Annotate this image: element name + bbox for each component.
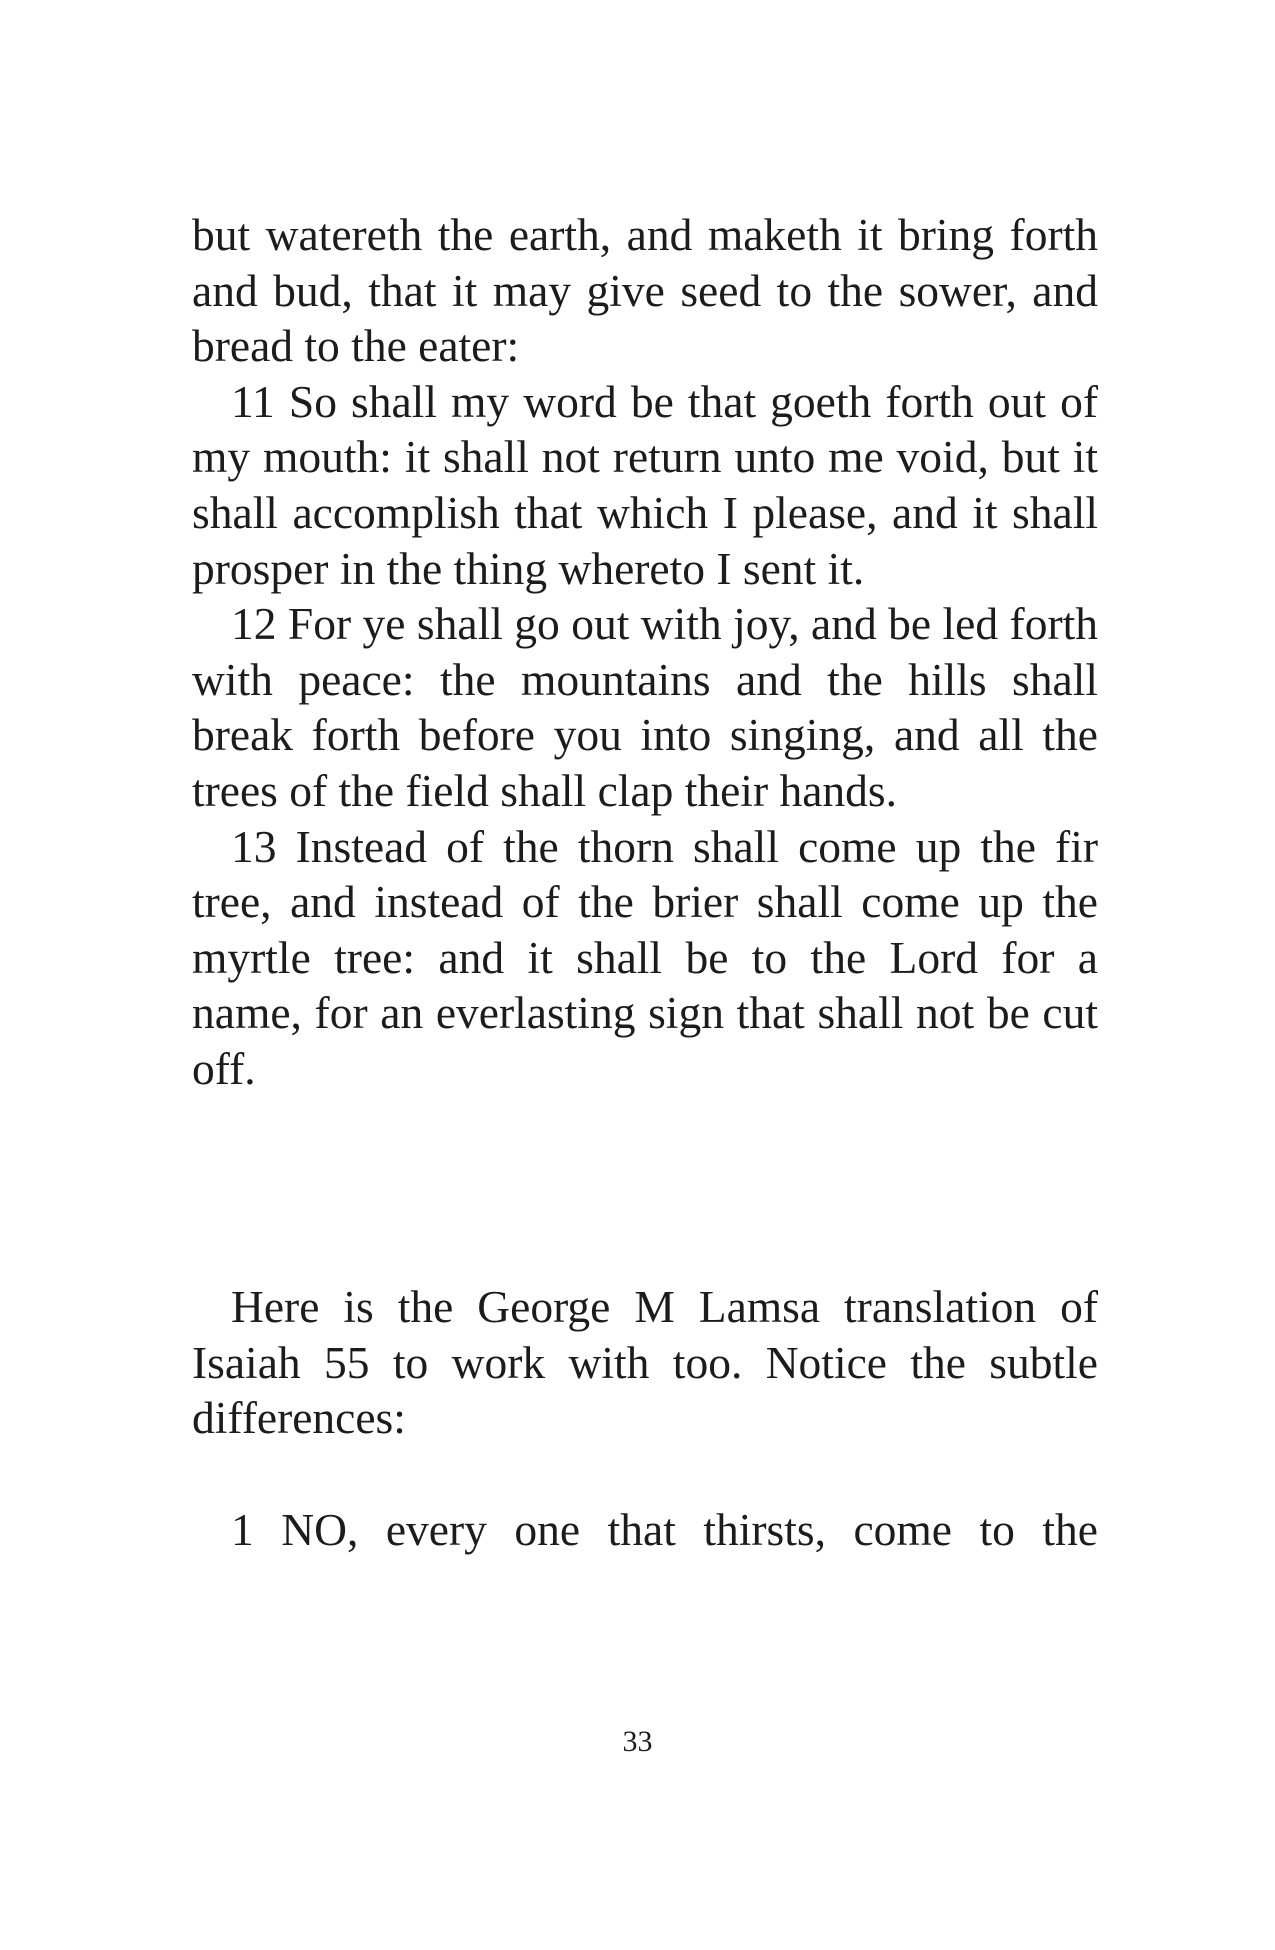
lamsa-intro-text: Here is the George M Lamsa translation of Isaiah 55 to work with too. Notice the subtle differences: [192, 1281, 1098, 1444]
verse-continuation: but watereth the earth, and maketh it bring forth and bud, that it may give seed to the sower, and bread to the eater: [192, 209, 1098, 372]
verse-12: 12 For ye shall go out with joy, and be led forth with peace: the mountains and the hills shall break forth before you into singing, and all the trees of the field shall clap their hands. [192, 598, 1098, 816]
verse-11: 11 So shall my word be that goeth forth out of my mouth: it shall not return unto me void, but it shall accomplish that which I please, and it shall prosper in the thing whereto I sent it. [192, 375, 1098, 594]
scripture-passage [192, 207, 1098, 1097]
page-number: 33 [622, 1725, 653, 1758]
lamsa-intro-paragraph [192, 1279, 1098, 1446]
lamsa-verse-1: 1 NO, every one that thirsts, come to the [231, 1504, 1098, 1555]
lamsa-verse-block [192, 1502, 1098, 1558]
verse-13: 13 Instead of the thorn shall come up the fir tree, and instead of the brier shall come up the myrtle tree: and it shall be to the Lord for a name, for an everlasting sign that shall not be cut off. [192, 820, 1098, 1094]
